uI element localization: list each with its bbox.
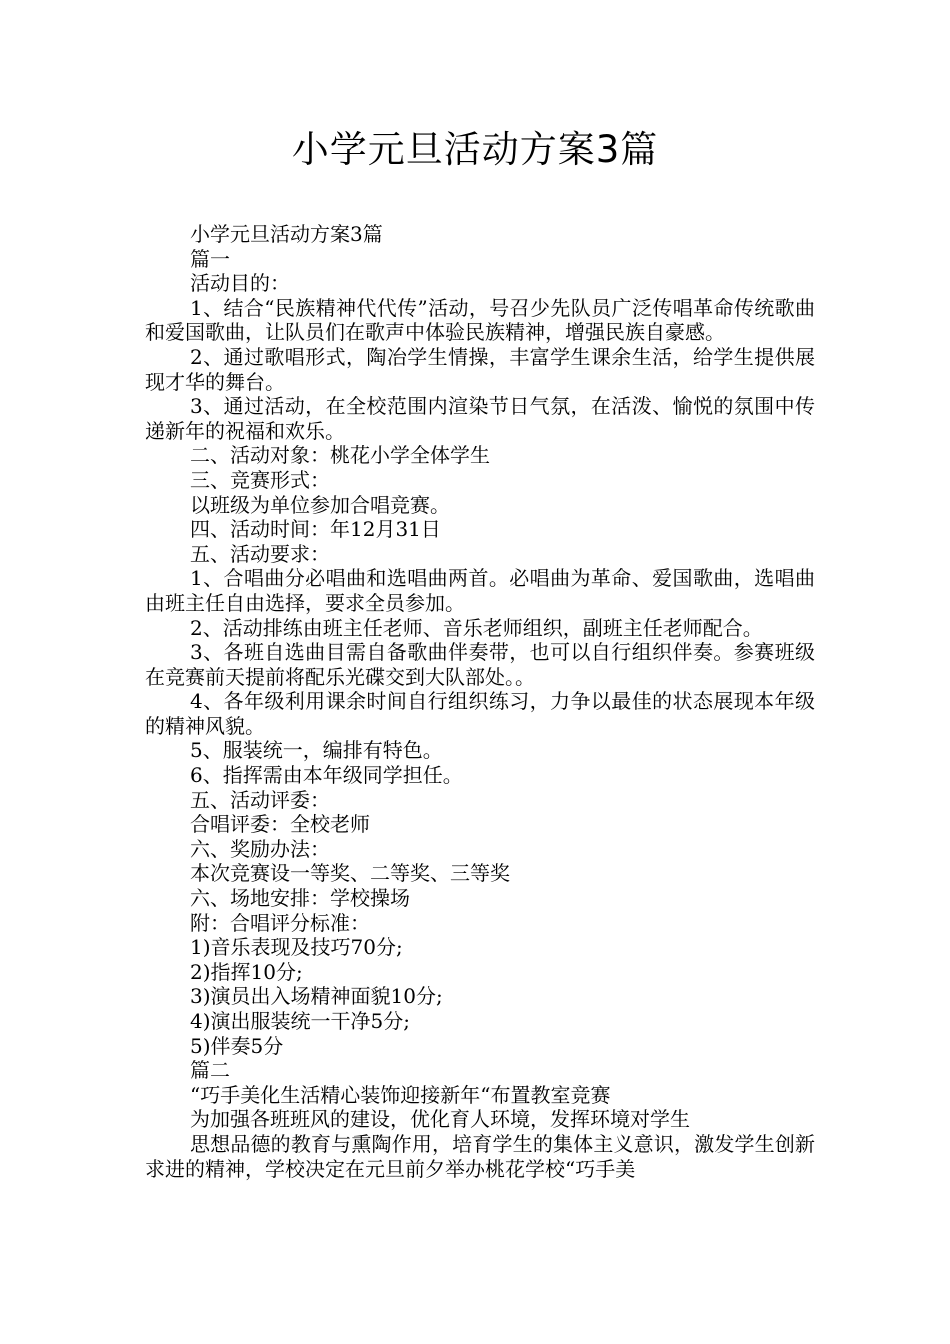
paragraph: 三、竞赛形式： — [190, 467, 330, 492]
paragraph: 3)演员出入场精神面貌10分; — [190, 984, 443, 1009]
paragraph: 二、活动对象：桃花小学全体学生 — [190, 443, 490, 468]
document-body — [145, 222, 815, 1181]
paragraph: 1)音乐表现及技巧70分; — [190, 935, 403, 960]
paragraph: 2、活动排练由班主任老师、音乐老师组织，副班主任老师配合。 — [190, 615, 763, 640]
document-title: 小学元旦活动方案3篇 — [291, 128, 659, 171]
paragraph: 6、指挥需由本年级同学担任。 — [190, 763, 463, 788]
paragraph: 五、活动要求： — [190, 541, 330, 566]
paragraph: 4、各年级利用课余时间自行组织练习，力争以最佳的状态展现本年级的精神风貌。 — [145, 689, 815, 738]
paragraph: 5、服装统一，编排有特色。 — [190, 738, 443, 763]
paragraph: 六、奖励办法： — [190, 836, 330, 861]
paragraph: “巧手美化生活精心装饰迎接新年“布置教室竞赛 — [190, 1082, 611, 1107]
paragraph: 为加强各班班风的建设，优化育人环境，发挥环境对学生 — [190, 1107, 690, 1132]
paragraph: 合唱评委：全校老师 — [190, 812, 370, 837]
paragraph: 小学元旦活动方案3篇 — [190, 222, 383, 246]
paragraph: 篇一 — [190, 246, 230, 271]
paragraph: 本次竞赛设一等奖、二等奖、三等奖 — [190, 861, 510, 886]
paragraph: 六、场地安排：学校操场 — [190, 886, 410, 911]
paragraph: 以班级为单位参加合唱竞赛。 — [190, 492, 450, 517]
paragraph: 思想品德的教育与熏陶作用，培育学生的集体主义意识，激发学生创新求进的精神，学校决定在元旦前夕举办桃花学校“巧手美 — [145, 1131, 815, 1181]
paragraph: 3、各班自选曲目需自备歌曲伴奏带，也可以自行组织伴奏。参赛班级在竞赛前天提前将配乐光碟交到大队部处。。 — [145, 640, 815, 689]
paragraph: 2、通过歌唱形式，陶冶学生情操，丰富学生课余生活，给学生提供展现才华的舞台。 — [145, 344, 815, 394]
paragraph: 3、通过活动，在全校范围内渲染节日气氛，在活泼、愉悦的氛围中传递新年的祝福和欢乐。 — [145, 394, 815, 443]
paragraph: 活动目的： — [190, 271, 290, 296]
paragraph: 篇二 — [190, 1058, 230, 1083]
paragraph: 5)伴奏5分 — [190, 1033, 284, 1058]
paragraph: 4)演出服装统一干净5分; — [190, 1009, 410, 1033]
paragraph: 1、合唱曲分必唱曲和选唱曲两首。必唱曲为革命、爱国歌曲，选唱曲由班主任自由选择，要求全员参加。 — [145, 566, 815, 615]
paragraph: 附：合唱评分标准： — [190, 910, 370, 935]
paragraph: 2)指挥10分; — [190, 959, 303, 984]
paragraph: 五、活动评委： — [190, 787, 330, 812]
paragraph: 1、结合“民族精神代代传”活动，号召少先队员广泛传唱革命传统歌曲和爱国歌曲，让队员们在歌声中体验民族精神，增强民族自豪感。 — [145, 295, 815, 345]
paragraph: 四、活动时间：年12月31日 — [190, 517, 441, 542]
